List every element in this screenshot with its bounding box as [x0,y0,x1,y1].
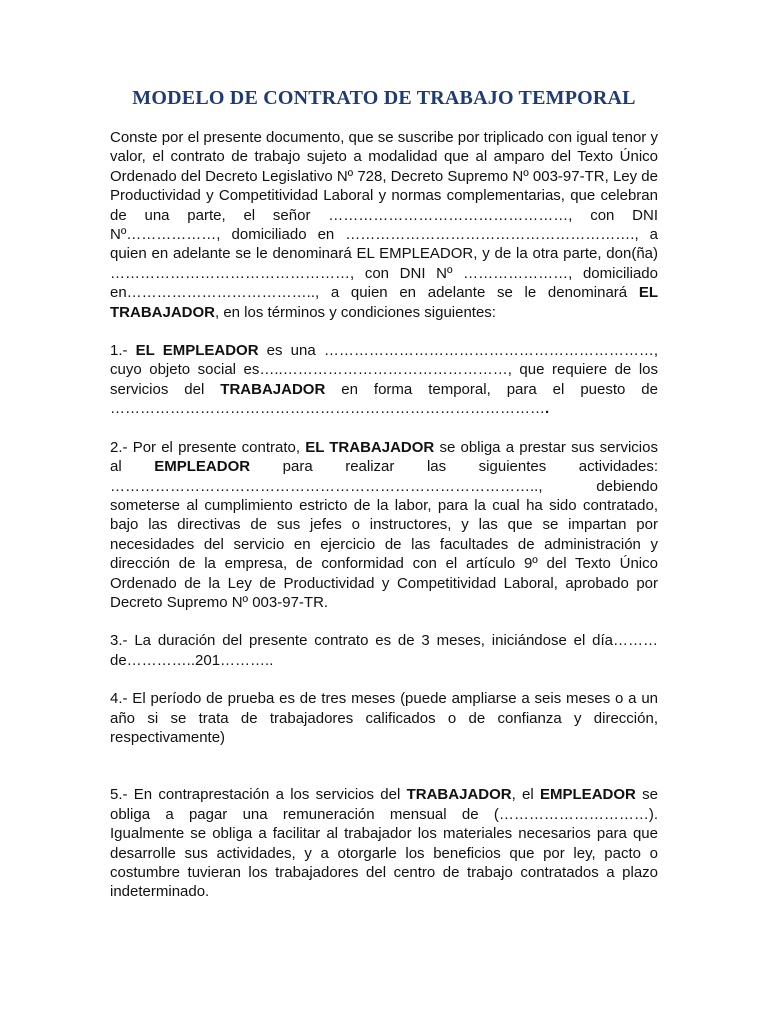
clause-2-text: 2.- Por el presente contrato, [110,438,306,456]
clause-5-bold-empleador: EMPLEADOR [540,786,636,804]
document-title: MODELO DE CONTRATO DE TRABAJO TEMPORAL [132,87,636,109]
clause-2-bold-trabajador: EL TRABAJADOR [305,438,435,456]
clause-4-text: 4.- El período de prueba es de tres meses (puede ampliarse a seis meses o a un año si se trata de trabajadores calificados o de confianza y dirección, respectivamente) [110,690,658,746]
clause-5-text-mid: , el [511,786,541,804]
clause-1-text-end: en forma temporal, para el puesto de …………………………………………………………………………… [110,380,658,418]
clause-5-text: 5.- En contraprestación a los servicios del [110,786,407,804]
intro-paragraph [110,128,658,322]
clause-5 [110,785,658,901]
clause-1 [110,341,658,419]
intro-text: Conste por el presente documento, que se suscribe por triplicado con igual tenor y valor, el contrato de trabajo sujeto a modalidad que al amparo del Texto Único Ordenado del Decreto Legislativo Nº 728, Decreto Supremo Nº 003-97-TR, Ley de Productividad y Competitividad Laboral y normas complementarias, que celebran de una parte, el señor …………………………………………, con DNI Nº………………, domiciliado en …………………………………………………., a quien en adelante se le denominará EL EMPLEADOR, y de la otra parte, don(ña) …………………………………………, con DNI Nº …………………, domiciliado en……………………………….., a quien en adelante se le denominará [110,129,658,302]
clause-1-bold-period: . [545,400,550,418]
clause-2-bold-empleador: EMPLEADOR [154,458,251,476]
clause-3-text: 3.- La duración del presente contrato es de 3 meses, iniciándose el día……… de…………..201……….. [110,632,658,669]
clause-4 [110,689,658,747]
clause-1-bold-trabajador: TRABAJADOR [220,380,326,398]
clause-2 [110,438,658,613]
clause-5-bold-trabajador: TRABAJADOR [406,786,512,804]
clause-5-text-end: se obliga a pagar una remuneración mensual de (…………………………). Igualmente se obliga a facilitar al trabajador los materiales necesarios para que desarrolle sus actividades, y a otorgarle los beneficios que por ley, pacto o costumbre tuvieran los trabajadores del centro de trabajo contratados a plazo indeterminado. [110,786,658,901]
clause-1-text: es una …………………………………………………………, cuyo objeto social es…..………………………………………, que requiere de los servicios del [110,342,658,398]
clause-1-number: 1.- [110,342,136,360]
clause-2-text-mid: se obliga a prestar sus servicios al [110,438,658,476]
intro-bold-trabajador: EL TRABAJADOR [110,284,658,321]
clause-2-text-end: para realizar las siguientes actividades: ………………………………………………………………………….., debiendo someterse al cumplimiento estricto de la labor, para la cual ha sido contratado, bajo las directivas de sus jefes o instructores, y las que se impartan por necesidades del servicio en ejercicio de las facultades de administración y dirección de la empresa, de conformidad con el artículo 9º del Texto Único Ordenado de la Ley de Productividad y Competitividad Laboral, aprobado por Decreto Supremo Nº 003-97-TR. [110,458,658,611]
clause-1-bold-empleador: EL EMPLEADOR [135,342,259,360]
clause-3 [110,631,658,670]
document-body [110,128,658,902]
intro-text-end: , en los términos y condiciones siguientes: [215,303,496,321]
